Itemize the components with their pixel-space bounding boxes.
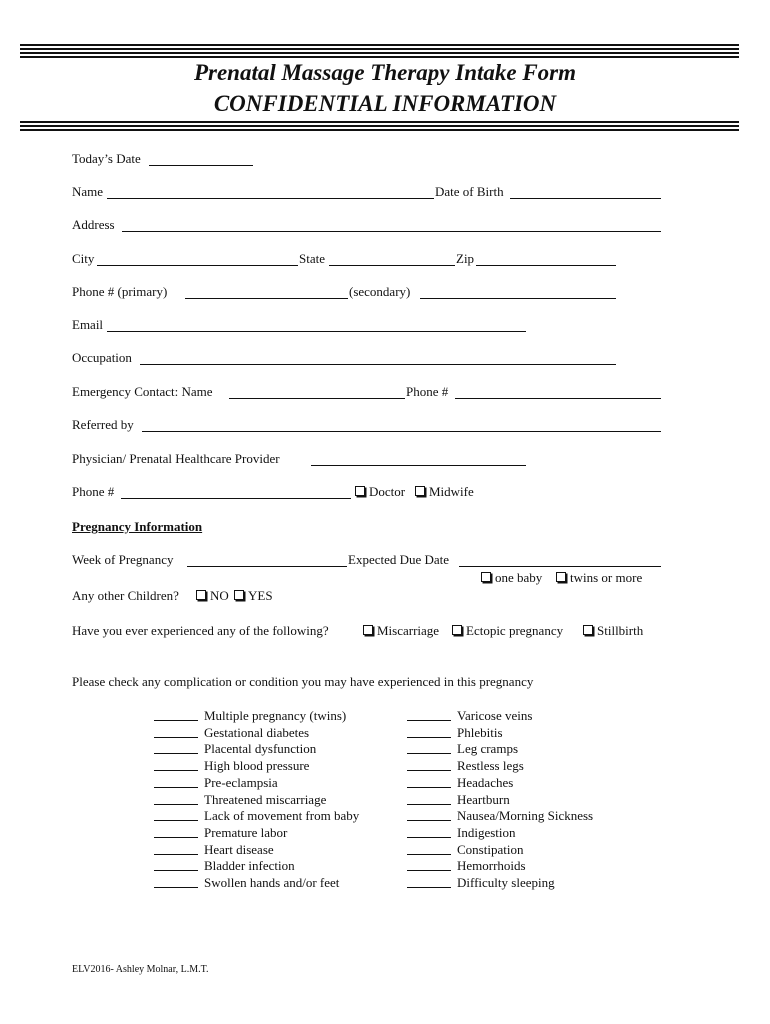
ectopic-option[interactable] [452,622,563,640]
city-label: City [72,251,95,266]
pregnancy-heading: Pregnancy Information [72,519,203,534]
zip-field[interactable] [476,265,616,266]
name-row [72,183,672,201]
complication-check-blank[interactable] [154,737,198,738]
complication-label: Pre-eclampsia [204,774,278,790]
complication-check-blank[interactable] [407,870,451,871]
complications-prompt: Please check any complication or condition you may have experienced in this pregnancy [72,674,534,689]
complication-label: Swollen hands and/or feet [204,875,340,890]
complication-check-blank[interactable] [407,854,451,855]
ectopic-label: Ectopic pregnancy [466,623,564,638]
other-children-row [72,587,672,605]
complication-check-blank[interactable] [154,720,198,721]
complication-check-blank[interactable] [407,737,451,738]
todays-date-field[interactable] [149,165,253,166]
complication-check-blank[interactable] [154,787,198,788]
physician-field[interactable] [311,465,526,466]
complication-label: Indigestion [457,824,516,840]
pregnancy-heading-row [72,518,372,536]
due-date-field[interactable] [459,566,661,567]
doctor-label: Doctor [369,484,406,499]
referred-row [72,416,672,434]
complication-label: Nausea/Morning Sickness [457,808,594,824]
name-field[interactable] [107,198,434,199]
emergency-row [72,383,672,401]
phone-secondary-label: (secondary) [349,284,411,299]
complication-label: Restless legs [457,758,524,774]
stillbirth-label: Stillbirth [597,623,644,638]
complication-check-blank[interactable] [407,887,451,888]
emergency-phone-field[interactable] [455,398,661,399]
children-yes-checkbox[interactable] [234,590,244,600]
week-label: Week of Pregnancy [72,552,174,567]
children-no-checkbox[interactable] [196,590,206,600]
occupation-label: Occupation [72,350,132,365]
stillbirth-option[interactable] [583,622,643,640]
complication-check-blank[interactable] [407,720,451,721]
todays-date-row [72,150,272,168]
twins-option[interactable] [556,569,642,587]
complication-check-blank[interactable] [154,854,198,855]
complication-label: Gestational diabetes [204,724,310,740]
miscarriage-checkbox[interactable] [363,625,373,635]
complication-check-blank[interactable] [154,820,198,821]
children-no-label: NO [210,588,229,603]
footer-text: ELV2016- Ashley Molnar, L.M.T. [72,964,209,975]
children-yes-label: YES [248,588,273,603]
complication-label: Leg cramps [457,741,519,757]
referred-by-field[interactable] [142,431,661,432]
state-field[interactable] [329,265,455,266]
city-field[interactable] [97,265,298,266]
state-label: State [299,251,325,266]
name-label: Name [72,184,104,199]
complications-prompt-row [72,673,672,691]
complication-label: Threatened miscarriage [204,791,327,807]
complication-label: Bladder infection [204,858,295,874]
doctor-checkbox[interactable] [355,486,365,496]
referred-by-label: Referred by [72,417,134,432]
phone-row [72,283,672,301]
complication-check-blank[interactable] [154,870,198,871]
midwife-label: Midwife [429,484,474,499]
complication-check-blank[interactable] [407,753,451,754]
complication-label: Hemorrhoids [457,858,526,874]
physician-label: Physician/ Prenatal Healthcare Provider [72,451,280,466]
twins-checkbox[interactable] [556,572,566,582]
complication-check-blank[interactable] [154,804,198,805]
complication-label: Premature labor [204,824,288,840]
complication-check-blank[interactable] [154,887,198,888]
complication-label: Placental dysfunction [204,741,317,757]
zip-label: Zip [456,251,475,266]
phone-secondary-field[interactable] [420,298,616,299]
experienced-label: Have you ever experienced any of the following? [72,623,329,638]
children-no-option[interactable] [196,587,229,605]
provider-phone-row [72,483,672,501]
experienced-row [72,622,672,640]
phone-primary-field[interactable] [185,298,348,299]
physician-row [72,450,672,468]
doctor-option[interactable] [355,483,405,501]
email-row [72,316,672,334]
complication-label: Phlebitis [457,724,503,740]
complication-check-blank[interactable] [407,837,451,838]
complication-label: Multiple pregnancy (twins) [204,708,347,723]
complication-label: Heart disease [204,841,274,857]
miscarriage-option[interactable] [363,622,439,640]
occupation-row [72,349,672,367]
email-field[interactable] [107,331,526,332]
complication-label: Difficulty sleeping [457,875,555,890]
children-yes-option[interactable] [234,587,273,605]
emergency-phone-label: Phone # [406,384,449,399]
stillbirth-checkbox[interactable] [583,625,593,635]
complication-check-blank[interactable] [407,820,451,821]
one-baby-label: one baby [495,570,543,585]
email-label: Email [72,317,104,332]
city-row [72,250,672,268]
complication-check-blank[interactable] [154,837,198,838]
address-field[interactable] [122,231,661,232]
title-rule [20,121,739,131]
complication-label: Varicose veins [457,708,533,723]
dob-field[interactable] [510,198,661,199]
complication-check-blank[interactable] [154,753,198,754]
complication-label: Constipation [457,841,524,857]
complication-label: Headaches [457,774,514,790]
todays-date-label: Today’s Date [72,151,141,166]
one-baby-option[interactable] [481,569,542,587]
top-rule [20,44,739,58]
provider-phone-label: Phone # [72,484,115,499]
other-children-label: Any other Children? [72,588,179,603]
complication-label: High blood pressure [204,758,310,774]
one-baby-checkbox[interactable] [481,572,491,582]
week-row [72,551,672,569]
midwife-checkbox[interactable] [415,486,425,496]
complication-check-blank[interactable] [154,770,198,771]
ectopic-checkbox[interactable] [452,625,462,635]
complication-label: Lack of movement from baby [204,808,360,824]
provider-phone-field[interactable] [121,498,351,499]
miscarriage-label: Miscarriage [377,623,440,638]
emergency-name-label: Emergency Contact: Name [72,384,213,399]
form-title: Prenatal Massage Therapy Intake Form [193,60,577,85]
due-date-label: Expected Due Date [348,552,450,567]
occupation-field[interactable] [140,364,616,365]
address-label: Address [72,217,115,232]
emergency-name-field[interactable] [229,398,405,399]
multiples-row [72,569,672,587]
complication-check-blank[interactable] [407,804,451,805]
dob-label: Date of Birth [435,184,504,199]
complication-label: Heartburn [457,791,510,807]
complication-check-blank[interactable] [407,787,451,788]
midwife-option[interactable] [415,483,474,501]
twins-label: twins or more [570,570,643,585]
form-subtitle: CONFIDENTIAL INFORMATION [213,91,557,116]
phone-primary-label: Phone # (primary) [72,284,168,299]
address-row [72,216,672,234]
week-field[interactable] [187,566,347,567]
complication-check-blank[interactable] [407,770,451,771]
